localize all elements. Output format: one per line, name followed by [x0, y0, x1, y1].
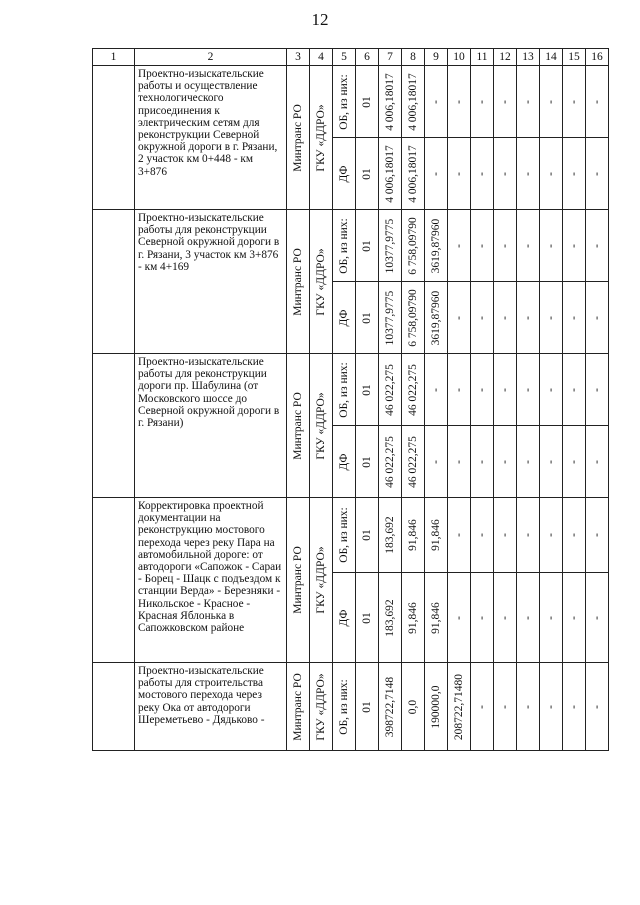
value-cell-c16 [586, 138, 609, 210]
value-cell-c10 [448, 426, 471, 498]
value-cell-c6-text: 01 [361, 611, 373, 624]
value-cell-c13 [517, 138, 540, 210]
value-cell-c8 [402, 498, 425, 573]
value-cell-c14-text: - [545, 704, 557, 709]
value-cell-c5-text: ДФ [338, 309, 350, 326]
value-cell-c11-text: - [476, 243, 488, 248]
value-cell-c14-text: - [545, 615, 557, 620]
value-cell-c5-text: ОБ, из них: [338, 217, 350, 274]
value-cell-c5 [333, 354, 356, 426]
value-cell-c7 [379, 663, 402, 751]
value-cell-c14 [540, 354, 563, 426]
page-number: 12 [311, 10, 329, 29]
value-cell-c11 [471, 498, 494, 573]
value-cell-c12-text: - [499, 459, 511, 464]
value-cell-c14-text: - [545, 243, 557, 248]
value-cell-c14-text: - [545, 171, 557, 176]
value-cell-c14-text: - [545, 99, 557, 104]
value-cell-c12 [494, 354, 517, 426]
value-cell-c16 [586, 282, 609, 354]
value-cell-c9-text: - [430, 171, 442, 176]
value-cell-c8-text: 46 022,275 [407, 363, 419, 416]
executor-cell-text: ГКУ «ДДРО» [315, 672, 327, 741]
value-cell-c8-text: 91,846 [407, 519, 419, 551]
value-cell-c9 [425, 498, 448, 573]
value-cell-c9 [425, 282, 448, 354]
value-cell-c11 [471, 138, 494, 210]
value-cell-c12 [494, 66, 517, 138]
value-cell-c9-text: - [430, 99, 442, 104]
value-cell-c14-text: - [545, 387, 557, 392]
value-cell-c5-text: ОБ, из них: [338, 361, 350, 418]
value-cell-c12 [494, 498, 517, 573]
value-cell-c6 [356, 663, 379, 751]
value-cell-c6 [356, 354, 379, 426]
value-cell-c9-text: 190000,0 [430, 684, 442, 729]
value-cell-c6-text: 01 [361, 383, 373, 396]
value-cell-c7 [379, 426, 402, 498]
value-cell-c6 [356, 138, 379, 210]
value-cell-c10 [448, 210, 471, 282]
header-cell-11: 11 [471, 49, 494, 66]
value-cell-c13 [517, 210, 540, 282]
value-cell-c8 [402, 354, 425, 426]
header-row [93, 49, 609, 66]
value-cell-c15 [563, 573, 586, 663]
value-cell-c16 [586, 663, 609, 751]
value-cell-c9-text: 3619,87960 [430, 290, 442, 345]
value-cell-c15-text: - [568, 459, 580, 464]
value-cell-c10-text: - [453, 387, 465, 392]
value-cell-c13 [517, 66, 540, 138]
value-cell-c9 [425, 138, 448, 210]
value-cell-c15 [563, 663, 586, 751]
value-cell-c15 [563, 498, 586, 573]
value-cell-c9 [425, 210, 448, 282]
value-cell-c7-text: 183,692 [384, 516, 396, 554]
value-cell-c12 [494, 426, 517, 498]
value-cell-c9-text: - [430, 387, 442, 392]
value-cell-c9 [425, 354, 448, 426]
value-cell-c5-text: ОБ, из них: [338, 73, 350, 130]
value-cell-c15-text: - [568, 533, 580, 537]
value-cell-c15 [563, 138, 586, 210]
value-cell-c6-text: 01 [361, 455, 373, 468]
project-description: Проектно-изыскательские работы и осуществление технологического присоединения к электрическим сетям для реконструкции Северной окружной дороги в г. Рязани, 2 участок км 0+448 - км 3+876 [135, 66, 287, 210]
value-cell-c14 [540, 426, 563, 498]
value-cell-c5 [333, 210, 356, 282]
header-cell-4: 4 [310, 49, 333, 66]
value-cell-c5 [333, 66, 356, 138]
value-cell-c13-text: - [522, 459, 534, 464]
value-cell-c11 [471, 66, 494, 138]
value-cell-c16-text: - [591, 533, 603, 537]
value-cell-c16 [586, 66, 609, 138]
value-cell-c10 [448, 354, 471, 426]
value-cell-c7-text: 46 022,275 [384, 363, 396, 416]
project-description: Проектно-изыскательские работы для строительства мостового перехода через реку Ока от автодороги Шереметьево - Дядьково - [135, 663, 287, 751]
value-cell-c9 [425, 426, 448, 498]
header-cell-6: 6 [356, 49, 379, 66]
value-cell-c13 [517, 498, 540, 573]
header-cell-15: 15 [563, 49, 586, 66]
value-cell-c6 [356, 66, 379, 138]
executor-cell-text: ГКУ «ДДРО» [315, 391, 327, 460]
value-cell-c5-text: ДФ [338, 453, 350, 470]
value-cell-c6-text: 01 [361, 95, 373, 108]
executor-cell-text: ГКУ «ДДРО» [315, 546, 327, 614]
value-cell-c11-text: - [476, 99, 488, 104]
table-row [93, 498, 609, 573]
value-cell-c11 [471, 282, 494, 354]
value-cell-c13-text: - [522, 387, 534, 392]
value-cell-c7 [379, 354, 402, 426]
value-cell-c7-text: 46 022,275 [384, 435, 396, 488]
ministry-cell-text: Минтранс РО [292, 391, 304, 460]
value-cell-c7-text: 183,692 [384, 598, 396, 637]
value-cell-c14 [540, 573, 563, 663]
value-cell-c12 [494, 282, 517, 354]
value-cell-c10 [448, 66, 471, 138]
executor-cell-text: ГКУ «ДДРО» [315, 103, 327, 172]
value-cell-c14 [540, 210, 563, 282]
value-cell-c11 [471, 663, 494, 751]
value-cell-c6-text: 01 [361, 167, 373, 180]
value-cell-c16-text: - [591, 387, 603, 392]
value-cell-c12 [494, 138, 517, 210]
value-cell-c16 [586, 354, 609, 426]
budget-table [92, 48, 609, 751]
executor-cell [310, 663, 333, 751]
value-cell-c9 [425, 573, 448, 663]
project-description: Проектно-изыскательские работы для реконструкции Северной окружной дороги в г. Рязани, 3 участок км 3+876 - км 4+169 [135, 210, 287, 354]
value-cell-c8-text: 91,846 [407, 601, 419, 634]
table-body [93, 49, 609, 751]
value-cell-c11-text: - [476, 704, 488, 709]
executor-cell-text: ГКУ «ДДРО» [315, 247, 327, 316]
value-cell-c14 [540, 498, 563, 573]
value-cell-c9 [425, 66, 448, 138]
value-cell-c5 [333, 282, 356, 354]
ministry-cell-text: Минтранс РО [292, 247, 304, 316]
header-cell-1: 1 [93, 49, 135, 66]
value-cell-c11 [471, 354, 494, 426]
value-cell-c15 [563, 66, 586, 138]
value-cell-c15-text: - [568, 243, 580, 248]
value-cell-c16-text: - [591, 459, 603, 464]
value-cell-c6 [356, 573, 379, 663]
value-cell-c16-text: - [591, 243, 603, 248]
header-cell-2: 2 [135, 49, 287, 66]
value-cell-c9-text: 3619,87960 [430, 218, 442, 273]
value-cell-c9-text: 91,846 [430, 519, 442, 551]
value-cell-c11-text: - [476, 171, 488, 176]
value-cell-c5-text: ДФ [338, 165, 350, 182]
value-cell-c13-text: - [522, 615, 534, 620]
value-cell-c15-text: - [568, 704, 580, 709]
value-cell-c13-text: - [522, 243, 534, 248]
value-cell-c11-text: - [476, 315, 488, 320]
value-cell-c6 [356, 282, 379, 354]
value-cell-c5 [333, 663, 356, 751]
value-cell-c5 [333, 573, 356, 663]
value-cell-c12 [494, 210, 517, 282]
value-cell-c9 [425, 663, 448, 751]
value-cell-c7 [379, 282, 402, 354]
value-cell-c16-text: - [591, 315, 603, 320]
executor-cell [310, 354, 333, 498]
value-cell-c6-text: 01 [361, 529, 373, 541]
value-cell-c14-text: - [545, 459, 557, 464]
value-cell-c16-text: - [591, 99, 603, 104]
header-cell-9: 9 [425, 49, 448, 66]
ministry-cell [287, 498, 310, 663]
value-cell-c7 [379, 210, 402, 282]
value-cell-c15-text: - [568, 99, 580, 104]
value-cell-c12-text: - [499, 704, 511, 709]
ministry-cell-text: Минтранс РО [292, 103, 304, 172]
value-cell-c5-text: ОБ, из них: [338, 507, 350, 563]
table-row [93, 210, 609, 282]
value-cell-c16 [586, 498, 609, 573]
row-number-cell [93, 663, 135, 751]
value-cell-c12-text: - [499, 171, 511, 176]
value-cell-c13-text: - [522, 99, 534, 104]
value-cell-c15 [563, 426, 586, 498]
value-cell-c8 [402, 426, 425, 498]
value-cell-c5 [333, 498, 356, 573]
value-cell-c9-text: 91,846 [430, 601, 442, 634]
value-cell-c7-text: 10377,9775 [384, 218, 396, 273]
ministry-cell [287, 663, 310, 751]
value-cell-c13 [517, 573, 540, 663]
value-cell-c7 [379, 66, 402, 138]
value-cell-c13 [517, 426, 540, 498]
value-cell-c7-text: 10377,9775 [384, 290, 396, 345]
value-cell-c14 [540, 138, 563, 210]
value-cell-c16-text: - [591, 171, 603, 176]
value-cell-c12-text: - [499, 315, 511, 320]
ministry-cell [287, 354, 310, 498]
project-description: Корректировка проектной документации на реконструкцию мостового перехода через реку Пара на автомобильной дороге: от автодороги «Сапожок - Сараи - Борец - Шацк с подъездом к станции Верда» - Березняки - Никольское - Красное - Красная Яблонька в Сапожковском районе [135, 498, 287, 663]
value-cell-c6-text: 01 [361, 239, 373, 252]
row-number-cell [93, 354, 135, 498]
value-cell-c16 [586, 573, 609, 663]
header-cell-7: 7 [379, 49, 402, 66]
value-cell-c15-text: - [568, 387, 580, 392]
value-cell-c12-text: - [499, 243, 511, 248]
value-cell-c13-text: - [522, 315, 534, 320]
value-cell-c13-text: - [522, 704, 534, 709]
row-number-cell [93, 66, 135, 210]
value-cell-c8 [402, 66, 425, 138]
value-cell-c10 [448, 663, 471, 751]
value-cell-c15 [563, 210, 586, 282]
value-cell-c8 [402, 282, 425, 354]
value-cell-c8-text: 6 758,09790 [407, 216, 419, 275]
value-cell-c8 [402, 663, 425, 751]
value-cell-c15-text: - [568, 315, 580, 320]
value-cell-c12-text: - [499, 615, 511, 620]
value-cell-c12-text: - [499, 387, 511, 392]
header-cell-14: 14 [540, 49, 563, 66]
value-cell-c5 [333, 138, 356, 210]
value-cell-c10-text: - [453, 243, 465, 248]
value-cell-c10-text: - [453, 315, 465, 320]
header-cell-16: 16 [586, 49, 609, 66]
value-cell-c11-text: - [476, 459, 488, 464]
header-cell-10: 10 [448, 49, 471, 66]
value-cell-c7-text: 398722,7148 [384, 676, 396, 737]
value-cell-c11-text: - [476, 533, 488, 537]
ministry-cell-text: Минтранс РО [292, 546, 304, 614]
value-cell-c14 [540, 282, 563, 354]
header-cell-8: 8 [402, 49, 425, 66]
table-row [93, 354, 609, 426]
value-cell-c15-text: - [568, 615, 580, 620]
value-cell-c10-text: - [453, 533, 465, 537]
value-cell-c10-text: - [453, 171, 465, 176]
value-cell-c7 [379, 498, 402, 573]
value-cell-c13 [517, 663, 540, 751]
value-cell-c5-text: ДФ [338, 609, 350, 626]
value-cell-c10-text: - [453, 99, 465, 104]
ministry-cell [287, 210, 310, 354]
value-cell-c11 [471, 210, 494, 282]
value-cell-c5 [333, 426, 356, 498]
value-cell-c14 [540, 663, 563, 751]
row-number-cell [93, 210, 135, 354]
value-cell-c12 [494, 663, 517, 751]
value-cell-c7 [379, 573, 402, 663]
value-cell-c8 [402, 138, 425, 210]
value-cell-c12 [494, 573, 517, 663]
header-cell-12: 12 [494, 49, 517, 66]
value-cell-c14 [540, 66, 563, 138]
value-cell-c8-text: 0,0 [407, 699, 419, 714]
value-cell-c10-text: - [453, 615, 465, 620]
value-cell-c13 [517, 354, 540, 426]
value-cell-c9-text: - [430, 459, 442, 464]
value-cell-c10 [448, 498, 471, 573]
value-cell-c11 [471, 426, 494, 498]
value-cell-c14-text: - [545, 533, 557, 537]
value-cell-c16 [586, 210, 609, 282]
header-cell-13: 13 [517, 49, 540, 66]
header-cell-3: 3 [287, 49, 310, 66]
executor-cell [310, 498, 333, 663]
executor-cell [310, 210, 333, 354]
table-row [93, 66, 609, 138]
value-cell-c6 [356, 498, 379, 573]
value-cell-c16-text: - [591, 615, 603, 620]
row-number-cell [93, 498, 135, 663]
value-cell-c12-text: - [499, 99, 511, 104]
value-cell-c14-text: - [545, 315, 557, 320]
value-cell-c8 [402, 573, 425, 663]
value-cell-c13 [517, 282, 540, 354]
value-cell-c13-text: - [522, 533, 534, 537]
table-row [93, 663, 609, 751]
value-cell-c8-text: 6 758,09790 [407, 288, 419, 347]
value-cell-c12-text: - [499, 533, 511, 537]
value-cell-c7-text: 4 006,18017 [384, 144, 396, 203]
value-cell-c11-text: - [476, 615, 488, 620]
value-cell-c15 [563, 282, 586, 354]
value-cell-c5-text: ОБ, из них: [338, 678, 350, 735]
value-cell-c16-text: - [591, 704, 603, 709]
value-cell-c8 [402, 210, 425, 282]
value-cell-c6 [356, 426, 379, 498]
header-cell-5: 5 [333, 49, 356, 66]
ministry-cell-text: Минтранс РО [292, 672, 304, 741]
value-cell-c8-text: 4 006,18017 [407, 72, 419, 131]
value-cell-c10 [448, 282, 471, 354]
value-cell-c11 [471, 573, 494, 663]
value-cell-c15-text: - [568, 171, 580, 176]
value-cell-c7 [379, 138, 402, 210]
value-cell-c7-text: 4 006,18017 [384, 72, 396, 131]
value-cell-c10-text: 208722,71480 [453, 673, 465, 740]
value-cell-c8-text: 46 022,275 [407, 435, 419, 488]
value-cell-c16 [586, 426, 609, 498]
value-cell-c10 [448, 138, 471, 210]
value-cell-c6 [356, 210, 379, 282]
project-description: Проектно-изыскательские работы для реконструкции дороги пр. Шабулина (от Московского шоссе до Северной окружной дороги в г. Рязани) [135, 354, 287, 498]
value-cell-c13-text: - [522, 171, 534, 176]
executor-cell [310, 66, 333, 210]
value-cell-c6-text: 01 [361, 700, 373, 713]
value-cell-c11-text: - [476, 387, 488, 392]
value-cell-c10-text: - [453, 459, 465, 464]
value-cell-c15 [563, 354, 586, 426]
ministry-cell [287, 66, 310, 210]
value-cell-c10 [448, 573, 471, 663]
value-cell-c8-text: 4 006,18017 [407, 144, 419, 203]
value-cell-c6-text: 01 [361, 311, 373, 324]
